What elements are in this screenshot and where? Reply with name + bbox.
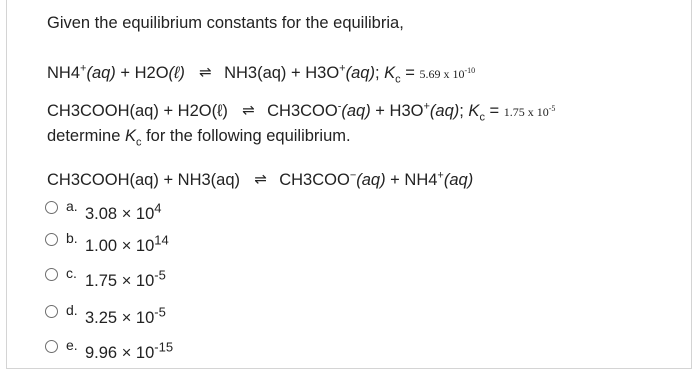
eq2-kc-value: 1.75 x $10^{-5}$ <box>503 104 556 119</box>
eq1-reactant-2: H2O(ℓ) <box>134 64 185 82</box>
eq1-product-1: NH3(aq) <box>224 64 287 82</box>
option-letter: e. <box>66 337 78 353</box>
option-value: $1.75 \times 10^{-5}$ <box>85 267 166 290</box>
eq3-product-2: NH4+(aq) <box>404 169 474 189</box>
equilibrium-arrow-icon: ⇌ <box>242 102 253 119</box>
radio-button[interactable] <box>45 268 58 281</box>
eq2-product-1: CH3COO-(aq) <box>267 100 371 120</box>
prompt-kc-label: $K_c$ <box>124 127 142 149</box>
eq3-product-1: CH3COO−(aq) <box>279 169 386 189</box>
eq1-product-2: H3O+(aq) <box>305 62 375 82</box>
eq3-reactant-2: NH3(aq) <box>177 171 241 189</box>
option-value: $1.00 \times 10^{14}$ <box>85 232 169 255</box>
question-title: Given the equilibrium constants for the equilibria, <box>47 14 404 32</box>
radio-button[interactable] <box>45 201 58 214</box>
equilibrium-arrow-icon: ⇌ <box>254 171 265 188</box>
option-value: $3.25 \times 10^{-5}$ <box>85 304 166 327</box>
eq2-kc-label: $K_c$ <box>468 102 485 124</box>
eq1-kc-value: 5.69 x $10^{-10}$ <box>419 66 476 81</box>
option-value: $3.08 \times 10^4$ <box>85 200 162 223</box>
option-letter: b. <box>66 230 78 246</box>
equilibrium-2: CH3COOH(aq) + H2O(ℓ) ⇌ CH3COO-(aq) + H3O+(aq); $K_c = 1.75$ x $10^{-5}$ <box>47 100 556 124</box>
option-value: $9.96 \times 10^{-15}$ <box>85 339 174 362</box>
option-letter: a. <box>66 198 78 214</box>
radio-button[interactable] <box>45 233 58 246</box>
equilibrium-arrow-icon: ⇌ <box>199 64 210 81</box>
option-letter: c. <box>66 265 77 281</box>
radio-button[interactable] <box>45 340 58 353</box>
equilibrium-1: NH4+(aq) + H2O(ℓ) ⇌ NH3(aq) + H3O+(aq); $K_c = 5.69$ x $10^{-10}$ <box>47 62 476 86</box>
eq1-kc-label: $K_c$ <box>384 64 401 86</box>
radio-button[interactable] <box>45 305 58 318</box>
eq2-product-2: H3O+(aq) <box>389 100 460 120</box>
option-letter: d. <box>66 302 78 318</box>
question-prompt: determine $K_c$ for the following equilibrium. <box>47 127 351 149</box>
eq2-reactant-2: H2O(ℓ) <box>177 102 228 120</box>
target-equilibrium: CH3COOH(aq) + NH3(aq) ⇌ CH3COO−(aq) + NH4+(aq) <box>47 169 474 189</box>
eq3-reactant-1: CH3COOH(aq) <box>47 171 159 189</box>
eq1-reactant-1: NH4+(aq) <box>47 62 116 82</box>
eq2-reactant-1: CH3COOH(aq) <box>47 102 159 120</box>
